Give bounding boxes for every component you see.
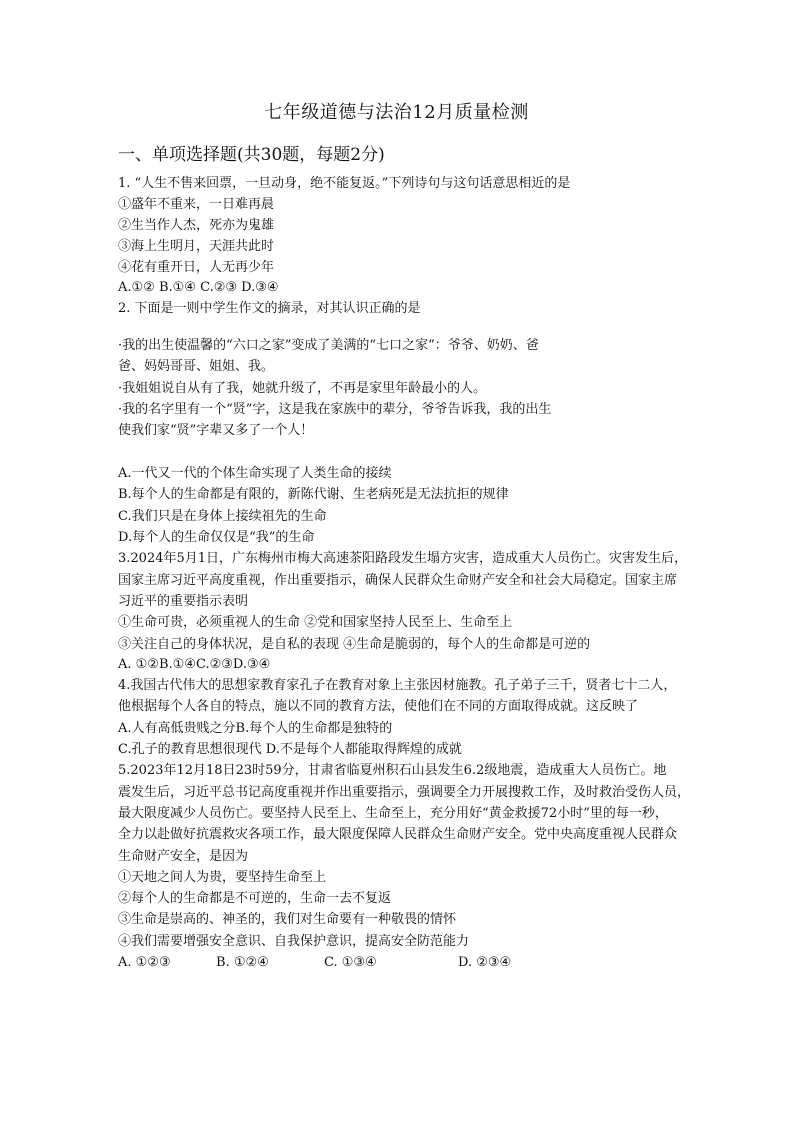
q1-item: ③海上生明月，天涯共此时: [118, 239, 275, 254]
q1-item: ①盛年不重来，一日难再晨: [118, 197, 275, 212]
q4-choice: A.人有高低贵贱之分B.每个人的生命都是独特的: [118, 721, 393, 736]
q2-excerpt-line: 爸、妈妈哥哥、姐姐、我。: [118, 359, 275, 374]
q2-choice: D.每个人的生命仅仅是“我”的生命: [118, 530, 315, 545]
q5-stem-line: 最大限度减少人员伤亡。要坚持人民至上、生命至上，充分用好“黄金救援72小时”里的每一秒，: [118, 806, 668, 821]
q4-stem-line: 4.我国古代伟大的思想家教育家孔子在教育对象上主张因材施教。孔子弟子三千，贤者七十二人，: [118, 678, 677, 693]
q3-options: A. ①②B.①④C.②③D.③④: [118, 657, 271, 672]
q5-stem-line: 全力以赴做好抗震救灾各项工作，最大限度保障人民群众生命财产安全。党中央高度重视人民群众: [118, 827, 678, 842]
document-title: 七年级道德与法治12月质量检测: [264, 102, 529, 123]
q5-item: ②每个人的生命都是不可逆的，生命一去不复返: [118, 891, 392, 906]
q5-stem-line: 5.2023年12月18日23时59分，甘肃省临夏州积石山县发生6.2级地震，造成重大人员伤亡。地: [118, 763, 667, 778]
q5-option: A. ①②③: [118, 955, 171, 970]
q3-stem-line: 国家主席习近平高度重视，作出重要指示，确保人民群众生命财产安全和社会大局稳定。国家主席: [118, 573, 678, 588]
q5-item: ④我们需要增强安全意识、自我保护意识，提高安全防范能力: [118, 934, 470, 949]
q2-excerpt-line: ·我的名字里有一个“贤”字，这是我在家族中的辈分，爷爷告诉我，我的出生: [118, 402, 552, 417]
q2-excerpt-line: 使我们家“贤”字辈又多了一个人！: [118, 423, 314, 438]
q1-stem: 1. “人生不售来回票，一旦动身，绝不能复返。”下列诗句与这句话意思相近的是: [118, 176, 571, 191]
q2-excerpt-line: ·我的出生使温馨的“六口之家”变成了美满的“七口之家”：爷爷、奶奶、爸: [118, 338, 539, 353]
q5-option: B. ①②④: [216, 955, 269, 970]
q5-item: ①天地之间人为贵，要坚持生命至上: [118, 870, 327, 885]
q5-stem-line: 震发生后，习近平总书记高度重视并作出重要指示，强调要全力开展搜救工作，及时救治受伤人员，: [118, 785, 691, 800]
q2-stem: 2. 下面是一则中学生作文的摘录，对其认识正确的是: [118, 301, 421, 316]
q5-options: [118, 955, 511, 970]
q5-option: C. ①③④: [324, 955, 377, 970]
q1-item: ④花有重开日，人无再少年: [118, 260, 275, 275]
q1-item: ②生当作人杰，死亦为鬼雄: [118, 218, 275, 233]
q3-stem-line: 3.2024年5月1日，广东梅州市梅大高速茶阳路段发生塌方灾害，造成重大人员伤亡。灾害发生后，: [118, 551, 688, 566]
q5-item: ③生命是崇高的、神圣的，我们对生命要有一种敬畏的情怀: [118, 912, 457, 927]
section-heading: 一、单项选择题(共30题，每题2分): [118, 145, 385, 165]
q3-item: ①生命可贵，必须重视人的生命 ②党和国家坚持人民至上、生命至上: [118, 615, 513, 630]
q2-excerpt-line: ·我姐姐说自从有了我，她就升级了，不再是家里年龄最小的人。: [118, 381, 487, 396]
q3-item: ③关注自己的身体状况，是自私的表现 ④生命是脆弱的，每个人的生命都是可逆的: [118, 637, 591, 652]
q5-stem-line: 生命财产安全，是因为: [118, 849, 249, 864]
q3-stem-line: 习近平的重要指示表明: [118, 594, 249, 609]
q2-choice: B.每个人的生命都是有限的，新陈代谢、生老病死是无法抗拒的规律: [118, 487, 509, 502]
q4-choice: C.孔子的教育思想很现代 D.不是每个人都能取得辉煌的成就: [118, 742, 462, 757]
q5-option: D. ②③④: [458, 955, 512, 970]
q4-stem-line: 他根据每个人各自的特点，施以不同的教育方法，使他们在不同的方面取得成就。这反映了: [118, 699, 639, 714]
q1-options: A.①② B.①④ C.②③ D.③④: [118, 280, 279, 295]
q2-choice: A.一代又一代的个体生命实现了人类生命的接续: [118, 466, 392, 481]
q2-choice: C.我们只是在身体上接续祖先的生命: [118, 509, 327, 524]
